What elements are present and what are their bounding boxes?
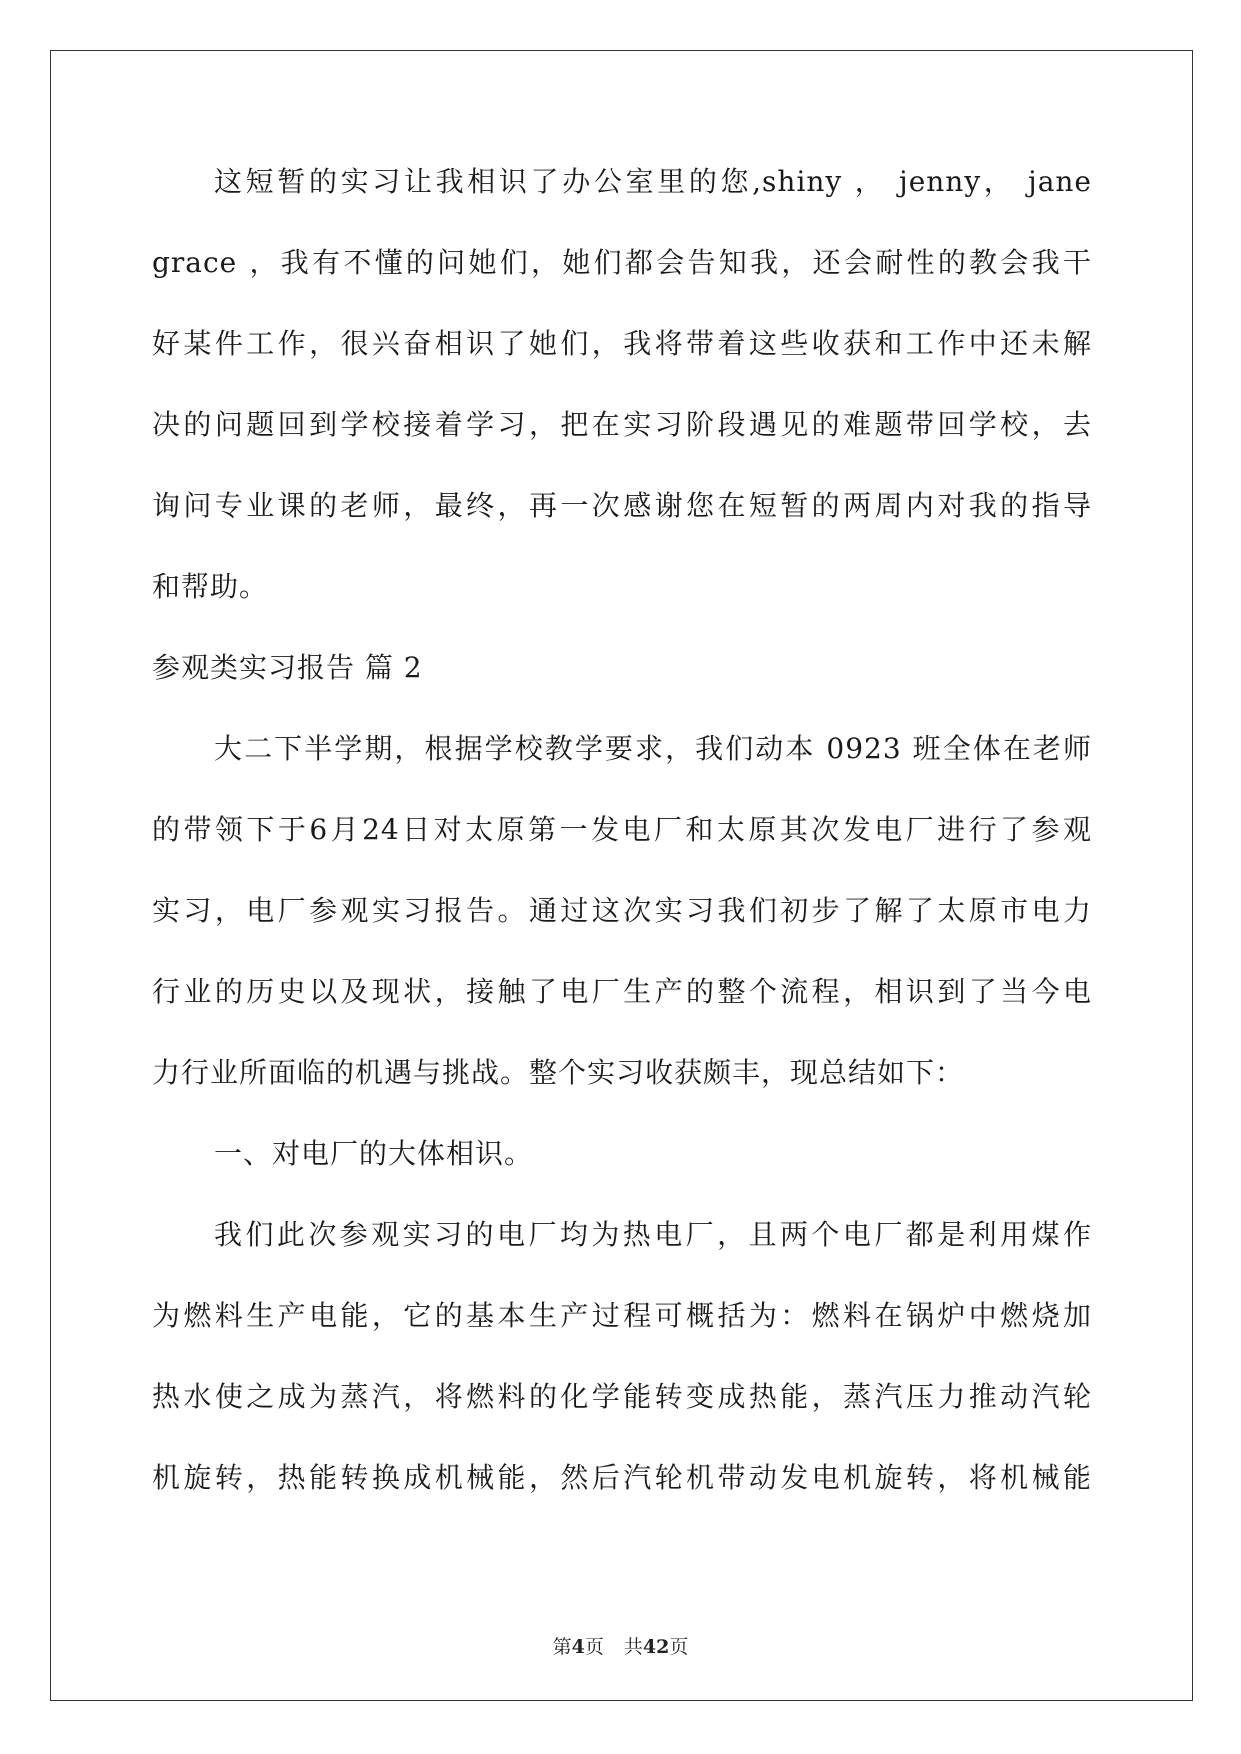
paragraph-line: 好某件工作，很兴奋相识了她们，我将带着这些收获和工作中还未解 <box>152 327 1092 360</box>
page-current: 4 <box>571 1636 585 1658</box>
document-body <box>152 162 1092 1539</box>
total-suffix: 页 <box>669 1636 689 1658</box>
paragraph-line: 实习，电厂参观实习报告。通过这次实习我们初步了解了太原市电力 <box>152 894 1092 927</box>
paragraph-line: 的带领下于6月24日对太原第一发电厂和太原其次发电厂进行了参观 <box>152 813 1092 846</box>
paragraph-line: 询问专业课的老师，最终，再一次感谢您在短暂的两周内对我的指导 <box>152 489 1092 522</box>
paragraph-line: 行业的历史以及现状，接触了电厂生产的整个流程，相识到了当今电 <box>152 975 1092 1008</box>
paragraph-line: 力行业所面临的机遇与挑战。整个实习收获颇丰，现总结如下： <box>152 1056 965 1089</box>
page-footer <box>0 1632 1241 1659</box>
page-suffix: 页 <box>584 1636 604 1658</box>
paragraph-line: 这短暂的实习让我相识了办公室里的您,shiny ， jenny， jane <box>214 165 1092 198</box>
subsection-heading: 一、对电厂的大体相识。 <box>214 1137 534 1170</box>
page-total: 42 <box>642 1636 670 1658</box>
paragraph-line: 大二下半学期，根据学校教学要求，我们动本 0923 班全体在老师 <box>214 732 1092 765</box>
paragraph-line: 我们此次参观实习的电厂均为热电厂，且两个电厂都是利用煤作 <box>214 1218 1092 1251</box>
paragraph-line: 和帮助。 <box>152 570 269 603</box>
paragraph-line: 为燃料生产电能，它的基本生产过程可概括为：燃料在锅炉中燃烧加 <box>152 1299 1092 1332</box>
paragraph-line: 热水使之成为蒸汽，将燃料的化学能转变成热能，蒸汽压力推动汽轮 <box>152 1380 1092 1413</box>
total-prefix: 共 <box>623 1636 643 1658</box>
paragraph-line: grace ，我有不懂的问她们，她们都会告知我，还会耐性的教会我干 <box>152 246 1092 279</box>
section-heading: 参观类实习报告 篇 2 <box>152 651 423 684</box>
paragraph-line: 决的问题回到学校接着学习，把在实习阶段遇见的难题带回学校，去 <box>152 408 1092 441</box>
paragraph-line: 机旋转，热能转换成机械能，然后汽轮机带动发电机旋转，将机械能 <box>152 1461 1092 1494</box>
page-prefix: 第 <box>552 1636 572 1658</box>
